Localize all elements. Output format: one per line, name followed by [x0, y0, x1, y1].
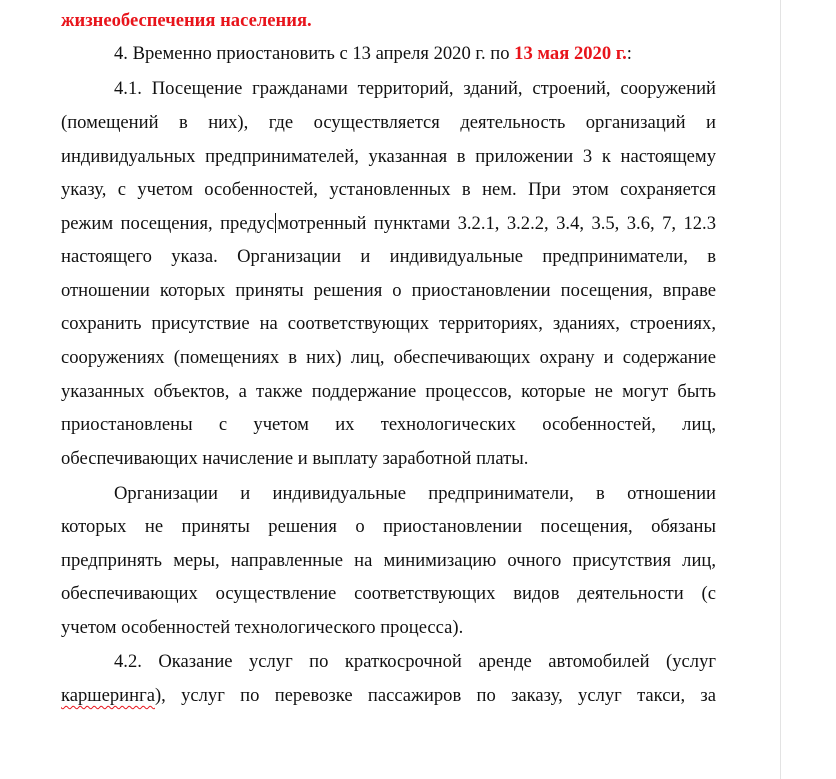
item-42-line-2: [61, 684, 716, 708]
item-41-line-8: сохранить присутствие на соответствующих территориях, зданиях, строениях,: [61, 313, 716, 334]
item-41-line-3: индивидуальных предпринимателей, указанная в приложении 3 к настоящему: [61, 146, 716, 167]
item-41-line-12: обеспечивающих начисление и выплату заработной платы.: [61, 448, 529, 469]
item-4-prefix: 4. Временно приостановить с 13 апреля 2020 г. по: [114, 43, 515, 64]
misspelled-word[interactable]: каршеринга: [61, 685, 155, 706]
orgs-line-3: предпринять меры, направленные на минимизацию очного присутствия лиц,: [61, 550, 716, 571]
orgs-line-2: которых не приняты решения о приостановлении посещения, обязаны: [61, 516, 716, 537]
orgs-line-1: Организации и индивидуальные предприниматели, в отношении: [114, 483, 716, 504]
item-4-line: [61, 42, 716, 66]
item-42-line-1: 4.2. Оказание услуг по краткосрочной аренде автомобилей (услуг: [114, 651, 716, 672]
item-41-line-5-before-cursor: режим посещения, предус: [61, 213, 275, 234]
item-41-line-7: отношении которых приняты решения о приостановлении посещения, вправе: [61, 280, 716, 301]
item-41-line-10: указанных объектов, а также поддержание процессов, которые не могут быть: [61, 381, 716, 402]
page-boundary: [780, 0, 781, 779]
item-41-line-9: сооружениях (помещениях в них) лиц, обеспечивающих охрану и содержание: [61, 347, 716, 368]
item-42-line-2-rest: ), услуг по перевозке пассажиров по заказу, услуг такси, за: [154, 685, 716, 706]
item-4-suffix: :: [626, 43, 632, 64]
item-41-line-5-after-cursor: мотренный пунктами 3.2.1, 3.2.2, 3.4, 3.5, 3.6, 7, 12.3: [277, 213, 716, 234]
item-41-line-11: приостановлены с учетом их технологических особенностей, лиц,: [61, 414, 716, 435]
item-41-line-6: настоящего указа. Организации и индивидуальные предприниматели, в: [61, 246, 716, 267]
orgs-line-5: учетом особенностей технологического процесса).: [61, 617, 464, 638]
heading-tail-text: жизнеобеспечения населения.: [61, 10, 312, 31]
item-41-line-4: указу, с учетом особенностей, установленных в нем. При этом сохраняется: [61, 179, 716, 200]
item-41-line-2: (помещений в них), где осуществляется деятельность организаций и: [61, 112, 716, 133]
item-41-line-5: [61, 212, 716, 236]
item-4-date: 13 мая 2020 г.: [514, 43, 627, 64]
heading-tail: [61, 9, 716, 33]
orgs-line-4: обеспечивающих осуществление соответствующих видов деятельности (с: [61, 583, 716, 604]
item-41-line-1: 4.1. Посещение гражданами территорий, зданий, строений, сооружений: [114, 78, 716, 99]
